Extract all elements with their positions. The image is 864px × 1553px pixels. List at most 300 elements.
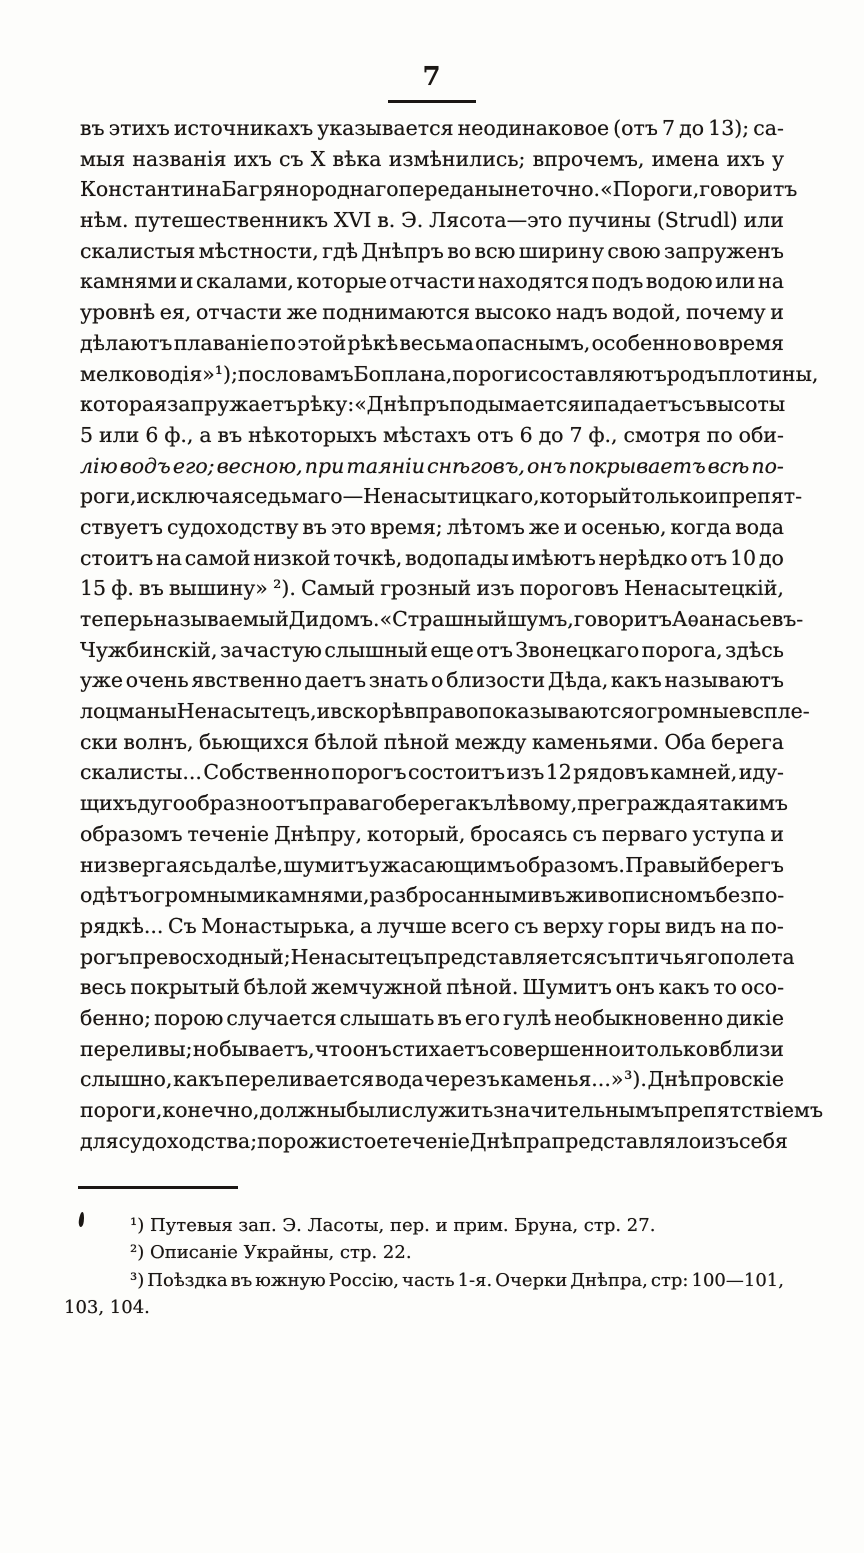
body-line xyxy=(80,576,784,607)
body-line xyxy=(80,944,795,976)
word: изъ xyxy=(506,760,545,785)
word: указывается xyxy=(317,116,454,140)
word: каменьями. xyxy=(531,729,659,754)
word: съ xyxy=(279,146,304,171)
word: мѣстности, xyxy=(198,238,319,263)
word: Дѣда, xyxy=(547,668,609,693)
word: горы xyxy=(607,913,661,938)
word: которые xyxy=(296,269,387,294)
body-line xyxy=(80,423,784,454)
word: который xyxy=(539,484,632,509)
word: близости xyxy=(446,668,546,693)
word: порога, xyxy=(641,637,723,662)
word: Боплана, xyxy=(353,361,453,386)
word: конечно, xyxy=(162,1098,260,1122)
body-line xyxy=(80,269,784,300)
word: о xyxy=(431,668,444,693)
word: роги, xyxy=(80,484,137,509)
word: по xyxy=(237,361,264,386)
word: высоты xyxy=(705,392,786,417)
word: ф., xyxy=(164,422,194,447)
word: судоходства; xyxy=(118,1128,258,1153)
word: что xyxy=(315,1036,353,1061)
word: пѣной xyxy=(383,729,450,754)
word: Аѳанасьевъ- xyxy=(671,607,804,631)
word: лучше xyxy=(376,913,447,938)
word: запружаетъ xyxy=(167,392,297,417)
word: по- xyxy=(751,453,784,478)
word: на xyxy=(758,269,784,294)
word: когда xyxy=(670,514,732,539)
word: шумъ, xyxy=(507,607,574,631)
word: время xyxy=(718,330,784,355)
word: Днѣпру, xyxy=(273,821,362,846)
body-line xyxy=(80,730,784,761)
word: говоритъ xyxy=(699,177,798,202)
word: безпо- xyxy=(715,883,785,908)
word: этихъ xyxy=(108,116,170,140)
word: переданы xyxy=(398,177,505,202)
word: надъ xyxy=(556,300,608,325)
word: пороговъ xyxy=(519,576,619,601)
word: онъ xyxy=(527,453,567,478)
word: гдѣ xyxy=(322,238,358,263)
word: Очерки xyxy=(495,1269,568,1291)
word: и xyxy=(770,821,784,846)
word: отъ xyxy=(476,637,513,662)
word: запруженъ xyxy=(664,238,784,263)
word: ¹); xyxy=(214,361,238,386)
word: покрытый xyxy=(130,975,240,1000)
word: иду- xyxy=(738,760,784,785)
word: почему xyxy=(685,300,766,325)
word: далѣе, xyxy=(214,852,284,877)
word: въ xyxy=(230,1269,253,1291)
word: Россію, xyxy=(328,1269,400,1291)
word: отъ xyxy=(272,791,310,816)
word: одѣтъ xyxy=(80,883,142,908)
word: 10 xyxy=(730,545,757,570)
word: съ xyxy=(513,913,539,938)
word: (Strudl) xyxy=(656,208,738,233)
word: вспле- xyxy=(740,699,810,724)
word: водопады xyxy=(405,545,509,570)
word: подымается xyxy=(449,392,581,417)
word: такимъ xyxy=(708,791,788,816)
body-line xyxy=(80,116,784,147)
word: только xyxy=(635,1036,709,1061)
word: мыя xyxy=(80,146,126,171)
word: образомъ. xyxy=(515,852,625,877)
word: ея, xyxy=(159,300,192,325)
word: 100—101, xyxy=(691,1269,784,1291)
word: въ xyxy=(217,422,243,447)
word: во xyxy=(693,330,718,355)
word: слышно, xyxy=(80,1067,173,1092)
body-line xyxy=(80,1067,784,1098)
word: точно. xyxy=(530,177,601,202)
word: поднимаются xyxy=(322,300,470,325)
word: порожистое xyxy=(257,1128,389,1153)
word: 7 xyxy=(569,422,583,447)
word: должны xyxy=(259,1098,347,1122)
word: вправо xyxy=(403,699,479,724)
word: измѣнились; xyxy=(388,146,526,171)
word: слышать xyxy=(339,1005,435,1030)
page-header xyxy=(0,62,864,103)
word: Днѣпра xyxy=(469,1128,552,1153)
word: служить xyxy=(401,1098,494,1122)
word: во xyxy=(447,238,472,263)
word: Монастырька, xyxy=(201,913,356,938)
word: Оба xyxy=(664,729,706,754)
word: вскорѣ xyxy=(330,699,404,724)
body-line xyxy=(80,1006,784,1037)
word: камней, xyxy=(650,760,738,785)
word: шумитъ xyxy=(283,852,369,877)
word: низкой xyxy=(253,545,331,570)
word: Дидомъ. xyxy=(288,607,380,631)
word: себя xyxy=(738,1128,788,1153)
word: камнями, xyxy=(265,883,370,908)
word: Ненасытецъ, xyxy=(176,699,317,724)
word: до xyxy=(538,422,564,447)
word: 7 xyxy=(661,116,676,140)
page-number: 7 xyxy=(422,62,442,92)
word: по xyxy=(270,330,297,355)
word: птичьяго xyxy=(620,944,720,969)
word: «Днѣпръ xyxy=(354,392,450,417)
word: таяніи xyxy=(346,453,425,478)
word: весьма xyxy=(399,330,474,355)
word: путешественникъ xyxy=(134,208,329,233)
word: имена xyxy=(651,146,720,171)
word: въ xyxy=(80,116,105,140)
word: рѣку: xyxy=(296,392,355,417)
word: пороги, xyxy=(80,1098,163,1122)
word: (отъ xyxy=(613,116,658,140)
word: Чужбинскій, xyxy=(80,637,218,662)
word: съ xyxy=(595,944,621,969)
word: лѣвому, xyxy=(493,791,578,816)
word: скалисты... xyxy=(80,760,202,785)
word: 6 xyxy=(519,422,533,447)
word: плотины, xyxy=(717,361,819,386)
body-line xyxy=(80,484,803,515)
word: уже xyxy=(80,668,124,693)
word: снѣговъ, xyxy=(427,453,525,478)
word: составляютъ xyxy=(528,361,667,386)
word: или xyxy=(715,269,756,294)
word: на xyxy=(156,545,182,570)
word: праваго xyxy=(309,791,395,816)
word: рядовъ xyxy=(573,760,649,785)
word: словамъ xyxy=(263,361,354,386)
word: ²). xyxy=(273,576,296,601)
word: необыкновенно xyxy=(554,1005,724,1030)
word: гулѣ xyxy=(503,1005,552,1030)
body-line xyxy=(80,883,784,914)
word: водой, xyxy=(612,300,682,325)
word: ³). xyxy=(624,1067,647,1092)
body-line xyxy=(80,1037,784,1068)
word: Съ xyxy=(167,913,197,938)
word: дугообразно xyxy=(137,791,273,816)
word: между xyxy=(454,729,527,754)
word: представляется xyxy=(424,944,596,969)
word: 15 xyxy=(80,576,107,601)
word: ширину xyxy=(518,238,605,263)
word: порою xyxy=(154,1005,224,1030)
word: полета xyxy=(719,944,795,969)
word: «Страшный xyxy=(379,607,508,631)
word: Ненасытецкій, xyxy=(624,576,784,601)
word: были xyxy=(346,1098,402,1122)
word: бѣлой xyxy=(243,975,308,1000)
word: рѣкѣ xyxy=(347,330,399,355)
word: отъ xyxy=(476,422,514,447)
word: и xyxy=(179,269,194,294)
body-line xyxy=(80,760,784,791)
word: Самый xyxy=(301,576,375,601)
word: ствуетъ xyxy=(80,514,163,539)
word: впрочемъ, xyxy=(532,146,645,171)
word: то xyxy=(713,975,738,1000)
word: каменья...» xyxy=(500,1067,624,1092)
word: съ xyxy=(572,821,597,846)
body-line xyxy=(80,239,784,270)
word: разбросанными xyxy=(369,883,541,908)
word: са- xyxy=(753,116,784,140)
body-line xyxy=(80,914,784,945)
word: черезъ xyxy=(424,1067,500,1092)
word: уступа xyxy=(692,821,766,846)
word: явственно xyxy=(191,668,302,693)
word: 6 xyxy=(145,422,159,447)
word: всего xyxy=(451,913,510,938)
word: скалистыя xyxy=(80,238,196,263)
body-line xyxy=(80,546,784,577)
word: мѣстахъ xyxy=(382,422,471,447)
word: по- xyxy=(750,913,784,938)
word: а xyxy=(199,422,212,447)
word: который, xyxy=(366,821,466,846)
word: Правый xyxy=(625,852,711,877)
word: его; xyxy=(172,453,215,478)
word: и xyxy=(704,484,719,509)
footnote-line: ²) Описаніе Украйны, стр. 22. xyxy=(130,1242,412,1264)
word: особенно xyxy=(591,330,692,355)
word: которая xyxy=(80,392,168,417)
body-line xyxy=(80,975,784,1006)
word: весною, xyxy=(216,453,303,478)
word: теченіе xyxy=(388,1128,470,1153)
word: теперь xyxy=(80,607,154,631)
word: ф., xyxy=(588,422,618,447)
word: Шумитъ xyxy=(522,975,612,1000)
word: по xyxy=(706,422,733,447)
word: здѣсь xyxy=(725,637,784,662)
word: до xyxy=(679,116,705,140)
word: оби- xyxy=(738,422,784,447)
word: плаваніе xyxy=(173,330,269,355)
word: Звонецкаго xyxy=(515,637,640,662)
word: исключая xyxy=(136,484,244,509)
word: какъ xyxy=(658,975,710,1000)
word: рядкѣ... xyxy=(80,913,164,938)
word: камнями xyxy=(80,269,178,294)
body-line xyxy=(80,1098,824,1129)
word: названія xyxy=(132,146,227,171)
body-line xyxy=(80,1128,788,1160)
word: въ xyxy=(437,1005,462,1030)
word: «Пороги, xyxy=(600,177,700,202)
word: вышину» xyxy=(169,576,268,601)
word: огромные xyxy=(634,699,741,724)
word: подъ xyxy=(591,269,644,294)
word: неодинаковое xyxy=(457,116,610,140)
word: рогъ xyxy=(80,944,130,969)
word: пѣной. xyxy=(446,975,519,1000)
body-line xyxy=(80,361,819,393)
word: щихъ xyxy=(80,791,138,816)
word: нѣм. xyxy=(80,208,129,233)
word: опаснымъ, xyxy=(475,330,591,355)
word: находятся xyxy=(477,269,590,294)
word: бьющихся xyxy=(199,729,310,754)
word: ф. xyxy=(111,576,134,601)
body-line xyxy=(80,177,798,208)
word: Константина xyxy=(80,177,222,202)
word: вблизи xyxy=(708,1036,784,1061)
word: родъ xyxy=(666,361,718,386)
word: лію xyxy=(80,453,118,478)
word: берега xyxy=(711,729,784,754)
word: смотря xyxy=(623,422,701,447)
word: ³) xyxy=(130,1269,145,1291)
word: а xyxy=(359,913,373,938)
word: 1-я. xyxy=(457,1269,493,1291)
word: въ xyxy=(302,514,327,539)
word: вѣка xyxy=(332,146,382,171)
word: значительнымъ xyxy=(493,1098,665,1122)
word: вода xyxy=(735,514,784,539)
word: падаетъ xyxy=(594,392,682,417)
word: Днѣпръ xyxy=(361,238,444,263)
body-line xyxy=(80,853,784,884)
word: уровнѣ xyxy=(80,300,156,325)
word: жемчужной xyxy=(311,975,443,1000)
word: при xyxy=(304,453,345,478)
word: или xyxy=(99,422,140,447)
body-line xyxy=(80,392,784,423)
word: переливы; xyxy=(80,1036,193,1061)
page-number-rule xyxy=(388,100,476,103)
word: очень xyxy=(125,668,189,693)
word: нѣкоторыхъ xyxy=(248,422,377,447)
word: Днѣпровскіе xyxy=(647,1067,784,1092)
body-line xyxy=(80,331,784,362)
footnote-line: ¹) Путевыя зап. Э. Ласоты, пер. и прим. Бруна, стр. 27. xyxy=(130,1215,656,1236)
word: препятствіемъ xyxy=(664,1098,824,1122)
word: X xyxy=(310,146,326,171)
body-line xyxy=(80,515,784,546)
word: Багрянороднаго xyxy=(221,177,399,202)
word: видъ xyxy=(665,913,716,938)
word: но xyxy=(192,1036,219,1061)
word: Лясота—это xyxy=(429,208,563,233)
body-line xyxy=(80,638,784,669)
word: в. xyxy=(377,208,396,233)
footnote-separator-rule xyxy=(78,1186,238,1189)
word: лѣтомъ xyxy=(446,514,525,539)
word: знать xyxy=(368,668,429,693)
footnote-line: 103, 104. xyxy=(64,1296,150,1318)
word: на xyxy=(720,913,747,938)
word: даетъ xyxy=(304,668,367,693)
word: 5 xyxy=(80,422,94,447)
word: и xyxy=(621,1036,635,1061)
word: низвергаясь xyxy=(80,852,214,877)
word: дѣлаютъ xyxy=(80,330,173,355)
word: всѣ xyxy=(707,453,750,478)
word: водъ xyxy=(119,453,171,478)
body-line xyxy=(80,208,784,239)
word: какъ xyxy=(173,1067,225,1092)
word: свою xyxy=(607,238,661,263)
word: ужасающимъ xyxy=(369,852,516,877)
word: огромными xyxy=(141,883,266,908)
word: волнъ, xyxy=(123,729,194,754)
word: же xyxy=(286,300,318,325)
word: и xyxy=(580,392,595,417)
body-text xyxy=(80,116,824,1159)
word: въ xyxy=(139,576,164,601)
word: лоцманы xyxy=(80,699,177,724)
word: дикіе xyxy=(726,1005,784,1030)
word: время; xyxy=(370,514,443,539)
word: отчасти xyxy=(389,269,476,294)
word: Ненасытецъ xyxy=(290,944,424,969)
word: говоритъ xyxy=(573,607,672,631)
word: седьмаго—Ненасытицкаго, xyxy=(243,484,540,509)
word: его xyxy=(464,1005,501,1030)
word: 13); xyxy=(708,116,750,140)
word: бѣлой xyxy=(314,729,379,754)
word: источникахъ xyxy=(173,116,314,140)
word: порогъ xyxy=(331,760,407,785)
word: судоходству xyxy=(166,514,299,539)
word: съ xyxy=(681,392,706,417)
word: для xyxy=(80,1128,119,1153)
word: онъ xyxy=(615,975,655,1000)
word: осенью, xyxy=(581,514,667,539)
body-line xyxy=(80,822,784,853)
word: бенно; xyxy=(80,1005,152,1030)
word: 12 xyxy=(545,760,572,785)
word: у xyxy=(771,146,784,171)
word: бываетъ, xyxy=(219,1036,315,1061)
body-line xyxy=(80,454,784,485)
word: стихаетъ xyxy=(392,1036,489,1061)
word: весь xyxy=(80,975,127,1000)
word: имѣютъ xyxy=(511,545,596,570)
word: не xyxy=(504,177,531,202)
word: изъ xyxy=(701,1128,739,1153)
word: покрываетъ xyxy=(568,453,706,478)
word: часть xyxy=(402,1269,455,1291)
word: мелководія» xyxy=(80,361,215,386)
